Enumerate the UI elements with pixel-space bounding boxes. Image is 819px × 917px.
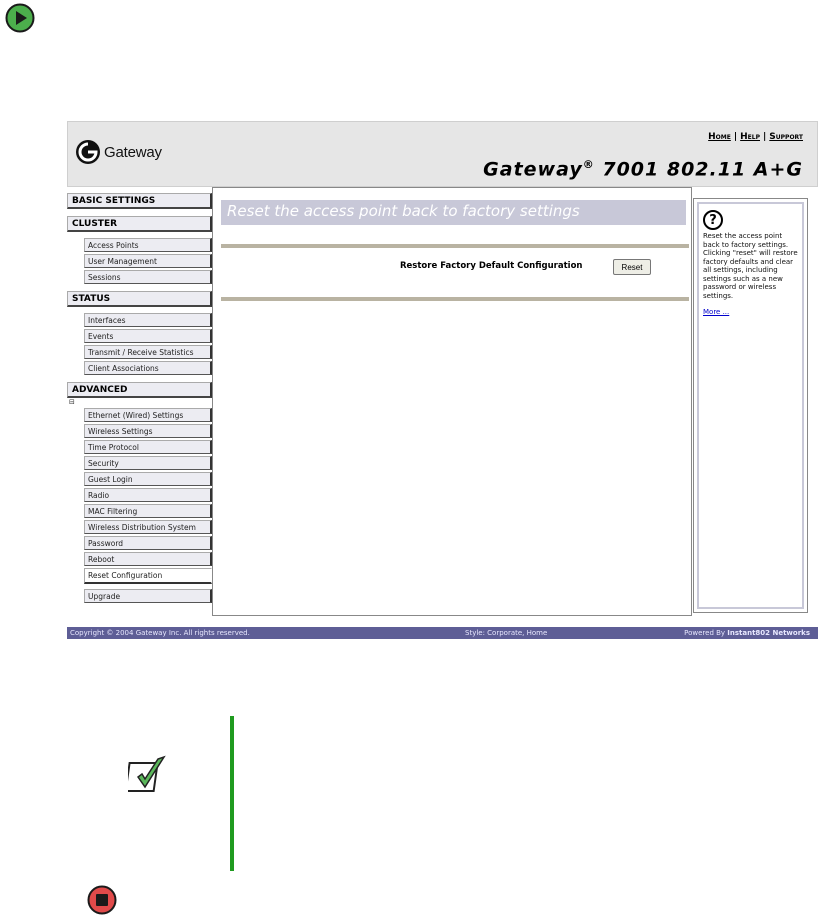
help-panel (693, 198, 808, 613)
main-panel (212, 187, 692, 616)
nav-item-user-management[interactable]: User Management (84, 254, 212, 268)
product-title: Gateway® 7001 802.11 A+G (483, 158, 803, 181)
style-text: Style: Corporate, Home (465, 629, 548, 637)
nav-item-upgrade[interactable]: Upgrade (84, 589, 212, 603)
nav-item-mac-filtering[interactable]: MAC Filtering (84, 504, 212, 518)
help-text: Reset the access point back to factory settings. Clicking "reset" will restore factory defaults and clear all settings, including settings such as a new password or wireless settings. (703, 232, 798, 300)
nav-advanced[interactable]: ADVANCED (67, 382, 212, 398)
divider (221, 244, 689, 248)
sidebar-nav (67, 193, 212, 610)
nav-item-sessions[interactable]: Sessions (84, 270, 212, 284)
note-bar (230, 716, 234, 871)
nav-item-reboot[interactable]: Reboot (84, 552, 212, 566)
nav-item-reset-configuration[interactable]: Reset Configuration (84, 568, 212, 584)
nav-item-access-points[interactable]: Access Points (84, 238, 212, 252)
nav-item-tx-rx-statistics[interactable]: Transmit / Receive Statistics (84, 345, 212, 359)
nav-item-password[interactable]: Password (84, 536, 212, 550)
nav-item-security[interactable]: Security (84, 456, 212, 470)
nav-item-ethernet-settings[interactable]: Ethernet (Wired) Settings (84, 408, 212, 422)
nav-status[interactable]: STATUS (67, 291, 212, 307)
page-title: Reset the access point back to factory settings (221, 200, 686, 225)
nav-item-wds[interactable]: Wireless Distribution System (84, 520, 212, 534)
powered-by-text: Powered By Instant802 Networks (684, 629, 810, 637)
restore-label: Restore Factory Default Configuration (400, 261, 583, 271)
nav-item-time-protocol[interactable]: Time Protocol (84, 440, 212, 454)
nav-item-guest-login[interactable]: Guest Login (84, 472, 212, 486)
support-link[interactable]: Support (769, 132, 803, 142)
reset-button[interactable]: Reset (613, 259, 651, 275)
nav-cluster[interactable]: CLUSTER (67, 216, 212, 232)
checkmark-icon (128, 753, 168, 797)
help-link[interactable]: Help (740, 132, 760, 142)
nav-item-events[interactable]: Events (84, 329, 212, 343)
stop-icon (87, 885, 117, 915)
nav-basic-settings[interactable]: BASIC SETTINGS (67, 193, 212, 209)
footer (67, 627, 818, 639)
nav-item-radio[interactable]: Radio (84, 488, 212, 502)
home-link[interactable]: Home (708, 132, 731, 142)
nav-item-wireless-settings[interactable]: Wireless Settings (84, 424, 212, 438)
help-icon: ? (703, 210, 723, 230)
nav-item-interfaces[interactable]: Interfaces (84, 313, 212, 327)
gateway-logo-icon (74, 138, 102, 166)
more-link[interactable]: More ... (703, 308, 730, 316)
nav-item-client-associations[interactable]: Client Associations (84, 361, 212, 375)
copyright-text: Copyright © 2004 Gateway Inc. All rights reserved. (70, 629, 250, 637)
collapse-icon[interactable]: ⊟ (69, 398, 75, 406)
access-point-screenshot (67, 121, 818, 641)
top-links: Home | Help | Support (708, 132, 803, 142)
header (67, 121, 818, 187)
logo-text: Gateway (104, 143, 162, 161)
play-icon (5, 3, 35, 33)
gateway-logo (74, 138, 162, 166)
divider (221, 297, 689, 301)
